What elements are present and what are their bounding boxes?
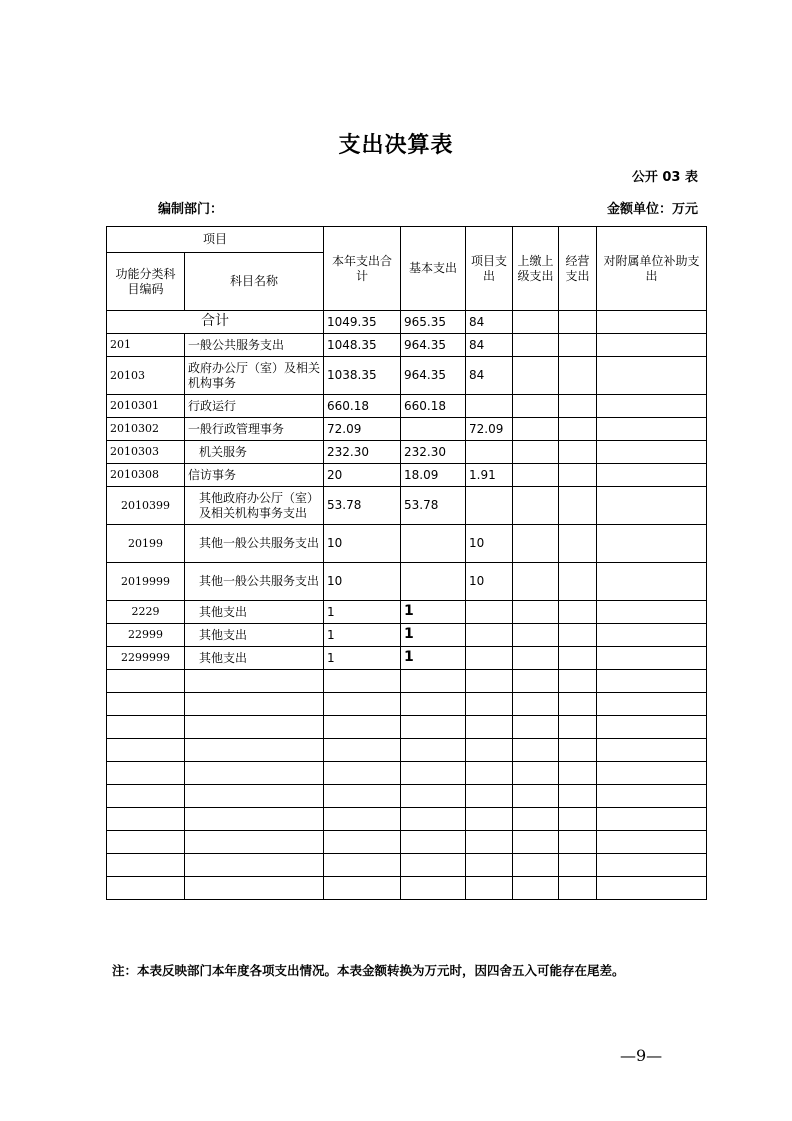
row-name: 政府办公厅（室）及相关机构事务 [185,357,324,395]
row-project: 84 [466,334,513,357]
row-basic: 1 [401,601,466,624]
row-basic: 660.18 [401,395,466,418]
table-row [107,464,707,487]
row-code: 2010301 [107,395,185,418]
row-basic: 1 [401,624,466,647]
header-upper: 上缴上级支出 [513,227,559,311]
header-item: 项目 [107,227,324,253]
total-label: 合计 [107,311,324,334]
total-row [107,311,707,334]
row-name: 其他一般公共服务支出 [185,525,324,563]
row-project [466,441,513,464]
row-total: 1 [324,624,401,647]
total-project: 84 [466,311,513,334]
table-row [107,357,707,395]
total-business [559,311,597,334]
row-total: 20 [324,464,401,487]
header-name: 科目名称 [185,253,324,311]
row-code: 2299999 [107,647,185,670]
empty-row [107,762,707,785]
row-name: 其他支出 [185,647,324,670]
row-name: 一般公共服务支出 [185,334,324,357]
row-code: 2019999 [107,563,185,601]
row-project: 84 [466,357,513,395]
empty-row [107,716,707,739]
table-row [107,395,707,418]
table-row [107,441,707,464]
row-basic: 1 [401,647,466,670]
table-row [107,601,707,624]
header-project: 项目支出 [466,227,513,311]
row-total: 72.09 [324,418,401,441]
row-project: 72.09 [466,418,513,441]
row-name: 其他政府办公厅（室）及相关机构事务支出 [185,487,324,525]
row-code: 2010302 [107,418,185,441]
total-basic: 965.35 [401,311,466,334]
row-code: 2010303 [107,441,185,464]
empty-row [107,854,707,877]
empty-row [107,670,707,693]
row-total: 232.30 [324,441,401,464]
row-code: 2229 [107,601,185,624]
row-basic: 232.30 [401,441,466,464]
table-row [107,647,707,670]
row-name: 信访事务 [185,464,324,487]
row-name: 其他一般公共服务支出 [185,563,324,601]
header-total: 本年支出合计 [324,227,401,311]
row-basic [401,563,466,601]
row-name: 机关服务 [185,441,324,464]
row-project [466,487,513,525]
unit-label: 金额单位：万元 [606,202,698,217]
row-basic: 964.35 [401,334,466,357]
total-upper [513,311,559,334]
row-project: 10 [466,525,513,563]
row-code: 22999 [107,624,185,647]
row-code: 20199 [107,525,185,563]
total-amount: 1049.35 [324,311,401,334]
header-code: 功能分类科目编码 [107,253,185,311]
total-subsidy [597,311,707,334]
empty-row [107,693,707,716]
row-total: 1 [324,601,401,624]
row-total: 660.18 [324,395,401,418]
empty-row [107,785,707,808]
row-basic [401,418,466,441]
empty-row [107,877,707,900]
expenditure-table [106,226,707,900]
empty-row [107,808,707,831]
header-subsidy: 对附属单位补助支出 [597,227,707,311]
department-label: 编制部门： [158,202,224,217]
table-row [107,487,707,525]
row-basic: 18.09 [401,464,466,487]
row-name: 一般行政管理事务 [185,418,324,441]
row-total: 1038.35 [324,357,401,395]
row-name: 其他支出 [185,624,324,647]
header-basic: 基本支出 [401,227,466,311]
row-code: 201 [107,334,185,357]
row-basic [401,525,466,563]
row-project: 10 [466,563,513,601]
empty-row [107,831,707,854]
row-code: 2010308 [107,464,185,487]
row-project [466,647,513,670]
table-row [107,525,707,563]
row-basic: 964.35 [401,357,466,395]
empty-row [107,739,707,762]
row-total: 1 [324,647,401,670]
row-project [466,395,513,418]
row-name: 行政运行 [185,395,324,418]
row-total: 1048.35 [324,334,401,357]
table-row [107,624,707,647]
table-row [107,563,707,601]
document-title: 支出决算表 [338,133,454,158]
row-project [466,624,513,647]
page-number: —9— [620,1046,663,1065]
header-business: 经营支出 [559,227,597,311]
row-total: 10 [324,525,401,563]
table-row [107,418,707,441]
row-name: 其他支出 [185,601,324,624]
row-code: 2010399 [107,487,185,525]
row-total: 10 [324,563,401,601]
row-total: 53.78 [324,487,401,525]
row-project [466,601,513,624]
row-project: 1.91 [466,464,513,487]
table-row [107,334,707,357]
row-code: 20103 [107,357,185,395]
table-number: 公开 03 表 [631,170,698,185]
row-basic: 53.78 [401,487,466,525]
footnote: 注：本表反映部门本年度各项支出情况。本表金额转换为万元时，因四舍五入可能存在尾差。 [112,963,625,978]
